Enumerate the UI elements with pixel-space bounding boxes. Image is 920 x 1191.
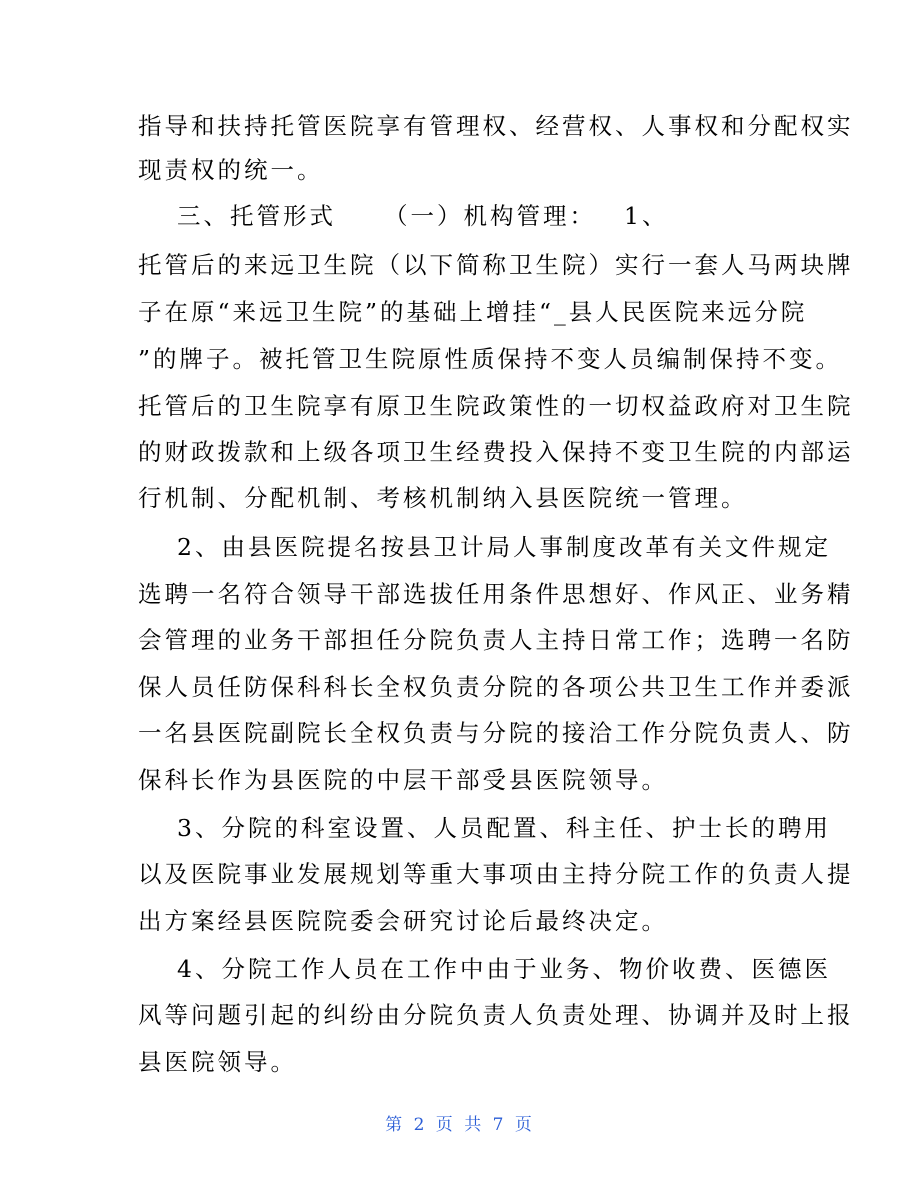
text-line: 指导和扶持托管医院享有管理权、经营权、人事权和分配权实 <box>138 112 854 140</box>
paragraph-start: 4、分院工作人员在工作中由于业务、物价收费、医德医 <box>177 955 831 983</box>
item-number: 1、 <box>624 202 669 230</box>
text-line: ”的牌子。被托管卫生院原性质保持不变人员编制保持不变。 <box>138 345 843 373</box>
paragraph-start: 2、由县医院提名按县卫计局人事制度改革有关文件规定 <box>177 533 831 561</box>
text-line: 风等问题引起的纠纷由分院负责人负责处理、协调并及时上报 <box>138 1001 854 1029</box>
text-line: 保科长作为县医院的中层干部受县医院领导。 <box>138 766 668 794</box>
text-line: 县医院领导。 <box>138 1048 297 1076</box>
text-line: 托管后的卫生院享有原卫生院政策性的一切权益政府对卫生院 <box>138 392 854 420</box>
text-line: 的财政拨款和上级各项卫生经费投入保持不变卫生院的内部运 <box>138 438 854 466</box>
text-line: 一名县医院副院长全权负责与分院的接洽工作分院负责人、防 <box>138 719 854 747</box>
text-line: 现责权的统一。 <box>138 156 324 184</box>
text-line: 行机制、分配机制、考核机制纳入县医院统一管理。 <box>138 484 748 512</box>
text-line: 托管后的来远卫生院（以下简称卫生院）实行一套人马两块牌 <box>138 251 854 279</box>
text-line: 子在原“来远卫生院”的基础上增挂“_县人民医院来远分院 <box>138 298 808 326</box>
page-number-footer: 第 2 页 共 7 页 <box>385 1115 535 1135</box>
text-line: 保人员任防保科科长全权负责分院的各项公共卫生工作并委派 <box>138 673 854 701</box>
text-line: 选聘一名符合领导干部选拔任用条件思想好、作风正、业务精 <box>138 580 854 608</box>
subsection-heading: （一）机构管理： <box>384 202 596 230</box>
text-line: 会管理的业务干部担任分院负责人主持日常工作；选聘一名防 <box>138 626 854 654</box>
paragraph-start: 3、分院的科室设置、人员配置、科主任、护士长的聘用 <box>177 814 831 842</box>
text-line: 出方案经县医院院委会研究讨论后最终决定。 <box>138 907 668 935</box>
text-line: 以及医院事业发展规划等重大事项由主持分院工作的负责人提 <box>138 860 854 888</box>
section-heading: 三、托管形式 <box>177 202 336 230</box>
